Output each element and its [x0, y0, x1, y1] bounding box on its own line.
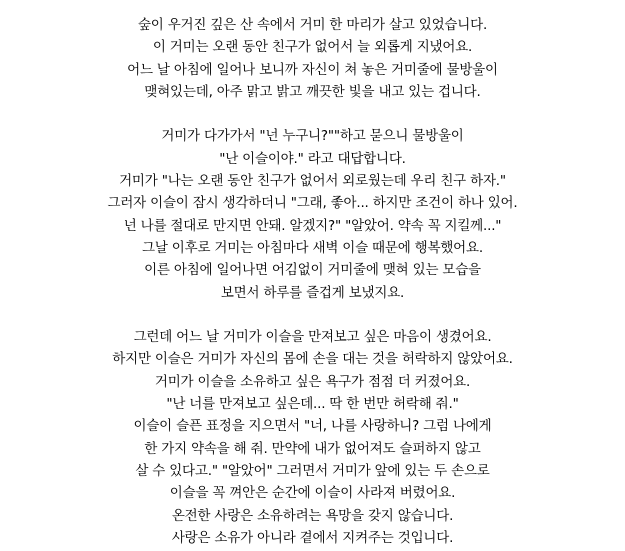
text-line: 거미가 다가가서 "넌 누구니?""하고 묻으니 물방울이 [161, 128, 464, 145]
text-line: 사랑은 소유가 아니라 곁에서 지켜주는 것입니다. [171, 529, 454, 546]
text-line: 거미가 이슬을 소유하고 싶은 욕구가 점점 더 커졌어요. [154, 373, 471, 390]
text-line: "난 이슬이야." 라고 대답합니다. [219, 150, 406, 167]
text-line: 한 가지 약속을 해 줘. 만약에 내가 없어져도 슬퍼하지 않고 [144, 440, 481, 457]
text-line: 하지만 이슬은 거미가 자신의 몸에 손을 대는 것을 허락하지 않았어요. [112, 351, 513, 368]
text-line: "난 너를 만져보고 싶은데... 딱 한 번만 허락해 줘." [166, 396, 459, 413]
text-line: 이른 아침에 일어나면 어김없이 거미줄에 맺혀 있는 모습을 [144, 262, 481, 279]
text-line: 맺혀있는데, 아주 맑고 밝고 깨끗한 빛을 내고 있는 겁니다. [144, 83, 481, 100]
paragraph-3 [0, 326, 625, 549]
text-line: 온전한 사랑은 소유하려는 욕망을 갖지 않습니다. [171, 507, 454, 524]
text-line: 이 거미는 오랜 동안 친구가 없어서 늘 외롭게 지냈어요. [152, 39, 473, 56]
text-line: 그러자 이슬이 잠시 생각하더니 "그래, 좋아... 하지만 조건이 하나 있어. [107, 195, 518, 212]
text-line: 이슬이 슬픈 표정을 지으면서 "너, 나를 사랑하니? 그럼 나에게 [133, 418, 492, 435]
text-line: 거미가 "나는 오랜 동안 친구가 없어서 외로웠는데 우리 친구 하자." [119, 173, 506, 190]
text-line: 넌 나를 절대로 만지면 안돼. 알겠지?" "알았어. 약속 꼭 지킬께..." [123, 217, 502, 234]
paragraph-1 [0, 14, 625, 103]
text-line: 그런데 어느 날 거미가 이슬을 만져보고 싶은 마음이 생겼어요. [133, 329, 492, 346]
story-text [0, 14, 625, 549]
text-line: 이슬을 꼭 껴안은 순간에 이슬이 사라져 버렸어요. [169, 485, 456, 502]
text-line: 보면서 하루를 즐겁게 보냈지요. [220, 284, 405, 301]
text-line: 그날 이후로 거미는 아침마다 새벽 이슬 때문에 행복했어요. [142, 239, 483, 256]
text-line: 살 수 있다고." "알았어" 그러면서 거미가 앞에 있는 두 손으로 [135, 462, 490, 479]
text-line: 어느 날 아침에 일어나 보니까 자신이 쳐 놓은 거미줄에 물방울이 [127, 61, 498, 78]
paragraph-2 [0, 125, 625, 303]
text-line: 숲이 우거진 깊은 산 속에서 거미 한 마리가 살고 있었습니다. [137, 17, 488, 33]
